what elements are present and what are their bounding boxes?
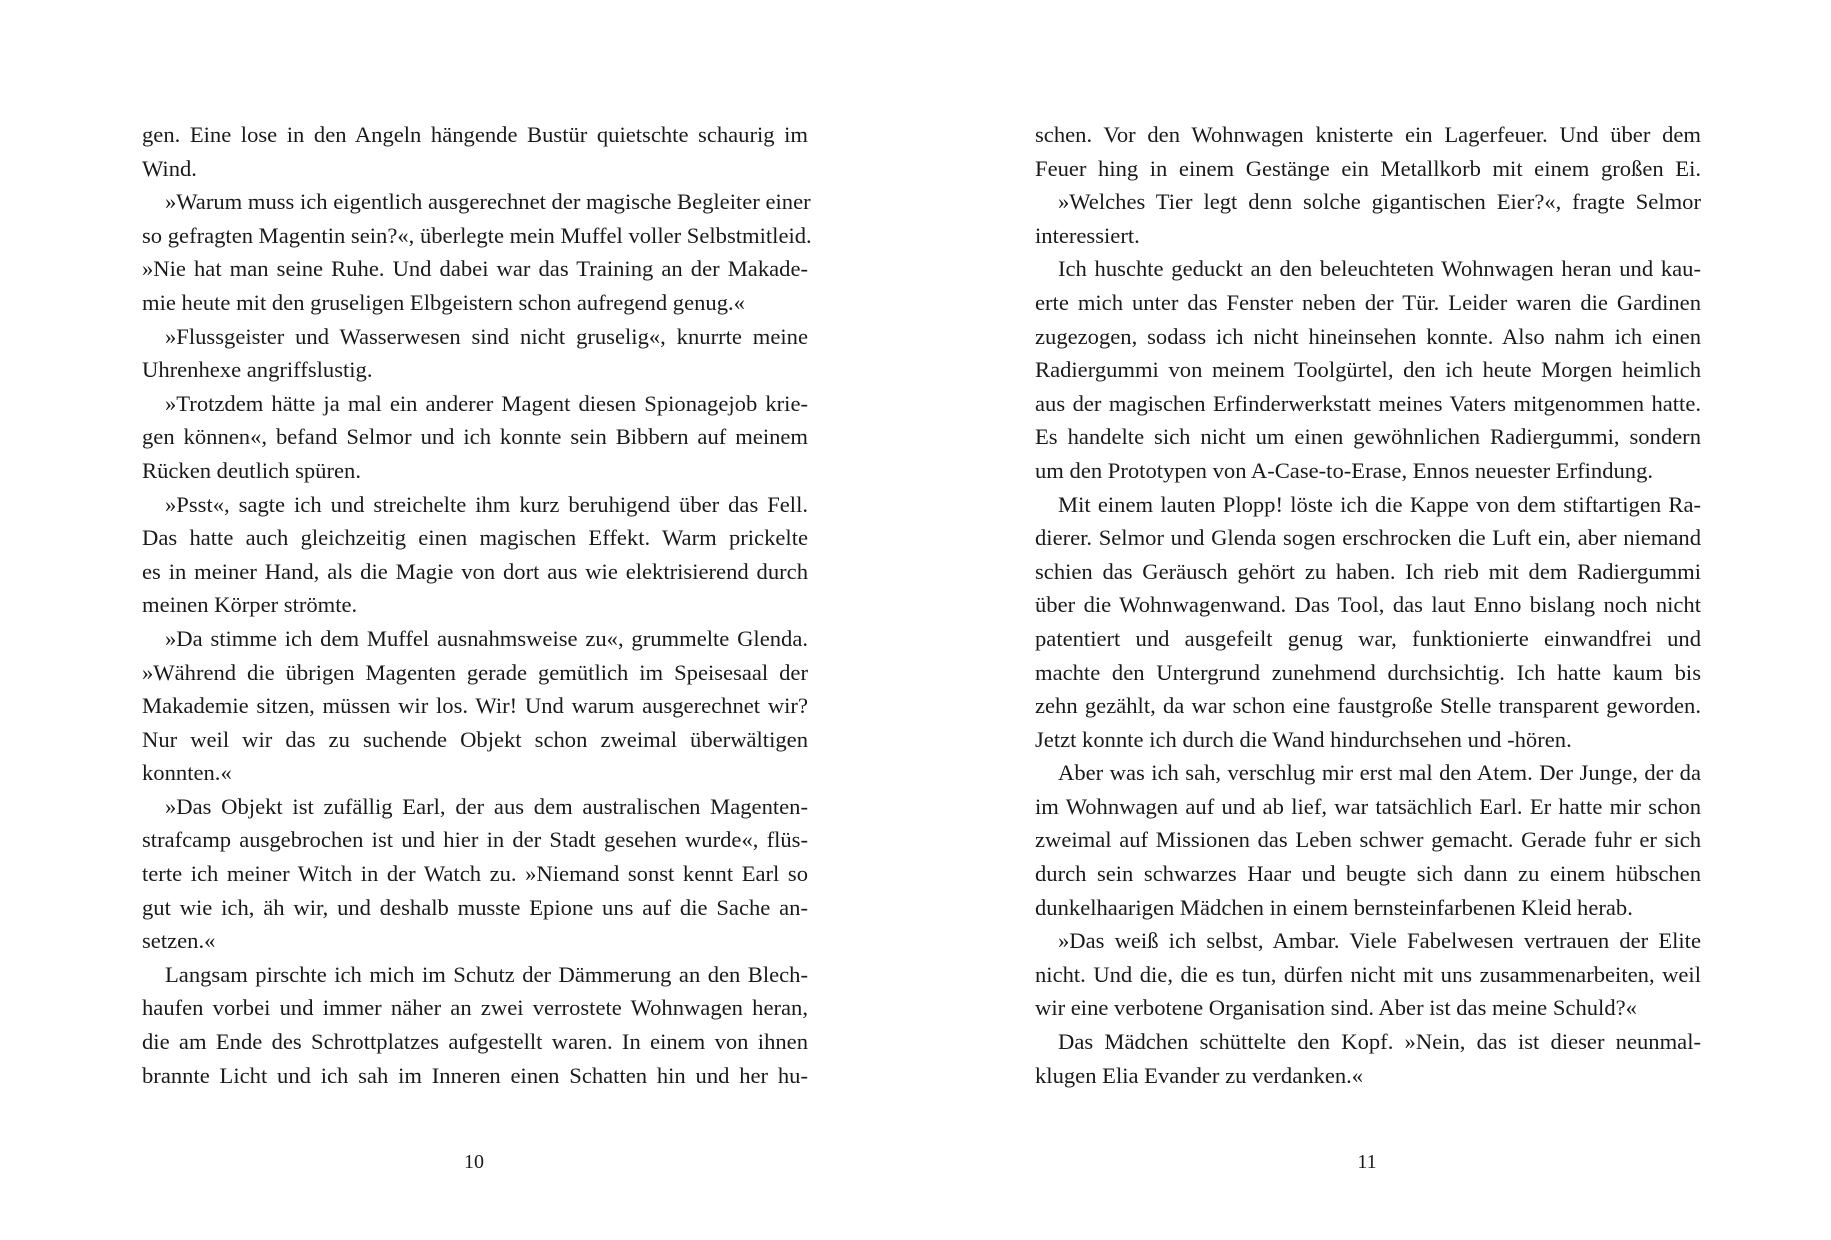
text-line: Uhrenhexe angriffslustig.: [142, 357, 373, 383]
text-line: Jetzt konnte ich durch die Wand hindurchsehen und -hören.: [1035, 726, 1572, 752]
text-line: »Das weiß ich selbst, Ambar. Viele Fabelwesen vertrauen der Elite: [1058, 928, 1701, 954]
right-page-text: [1035, 118, 1701, 1092]
text-line: dierer. Selmor und Glenda sogen erschrocken die Luft ein, aber niemand: [1035, 525, 1701, 551]
text-line: aus der magischen Erfinderwerkstatt meines Vaters mitgenommen hatte.: [1035, 390, 1701, 416]
text-line: brannte Licht und ich sah im Inneren einen Schatten hin und her hu-: [142, 1062, 808, 1088]
right-page: [915, 0, 1831, 1240]
left-page-text: [142, 118, 812, 1092]
text-line: durch sein schwarzes Haar und beugte sich dann zu einem hübschen: [1035, 861, 1701, 887]
text-line: »Nie hat man seine Ruhe. Und dabei war das Training an der Makade-: [142, 256, 808, 282]
text-line: »Warum muss ich eigentlich ausgerechnet der magische Begleiter einer: [165, 189, 811, 215]
text-line: interessiert.: [1035, 222, 1140, 248]
text-line: die am Ende des Schrottplatzes aufgestellt waren. In einem von ihnen: [142, 1029, 808, 1055]
text-line: erte mich unter das Fenster neben der Tür. Leider waren die Gardinen: [1035, 289, 1701, 315]
left-page-number: 10: [464, 1151, 484, 1173]
text-line: klugen Elia Evander zu verdanken.«: [1035, 1062, 1364, 1088]
text-line: Aber was ich sah, verschlug mir erst mal den Atem. Der Junge, der da: [1058, 760, 1701, 786]
text-line: »Das Objekt ist zufällig Earl, der aus dem australischen Magenten-: [165, 793, 808, 819]
text-line: haufen vorbei und immer näher an zwei verrostete Wohnwagen heran,: [142, 995, 808, 1021]
text-line: schien das Geräusch gehört zu haben. Ich rieb mit dem Radiergummi: [1035, 558, 1701, 584]
text-line: Wind.: [142, 155, 197, 181]
text-line: um den Prototypen von A-Case-to-Erase, Ennos neuester Erfindung.: [1035, 457, 1654, 483]
text-line: gen können«, befand Selmor und ich konnte sein Bibbern auf meinem: [142, 424, 808, 450]
text-line: Feuer hing in einem Gestänge ein Metallkorb mit einem großen Ei.: [1035, 155, 1701, 181]
text-line: terte ich meiner Witch in der Watch zu. »Niemand sonst kennt Earl so: [142, 861, 808, 887]
text-line: Das Mädchen schüttelte den Kopf. »Nein, das ist dieser neunmal-: [1058, 1029, 1701, 1055]
text-line: zehn gezählt, da war schon eine faustgroße Stelle transparent geworden.: [1035, 693, 1701, 719]
text-line: so gefragten Magentin sein?«, überlegte mein Muffel voller Selbstmitleid.: [142, 222, 812, 248]
text-line: gen. Eine lose in den Angeln hängende Bustür quietschte schaurig im: [142, 122, 808, 147]
text-line: Ich huschte geduckt an den beleuchteten Wohnwagen heran und kau-: [1058, 256, 1701, 282]
text-line: über die Wohnwagenwand. Das Tool, das laut Enno bislang noch nicht: [1035, 592, 1701, 618]
text-line: Radiergummi von meinem Toolgürtel, den ich heute Morgen heimlich: [1035, 357, 1701, 383]
text-line: »Da stimme ich dem Muffel ausnahmsweise zu«, grummelte Glenda.: [165, 625, 808, 651]
text-line: setzen.«: [142, 928, 216, 954]
text-line: »Trotzdem hätte ja mal ein anderer Magent diesen Spionagejob krie-: [165, 390, 808, 416]
right-page-number: 11: [1357, 1151, 1377, 1173]
text-line: strafcamp ausgebrochen ist und hier in der Stadt gesehen wurde«, flüs-: [142, 827, 808, 853]
text-line: meinen Körper strömte.: [142, 592, 358, 618]
text-line: wir eine verbotene Organisation sind. Aber ist das meine Schuld?«: [1035, 995, 1637, 1021]
text-line: Das hatte auch gleichzeitig einen magischen Effekt. Warm prickelte: [142, 525, 808, 551]
text-line: Es handelte sich nicht um einen gewöhnlichen Radiergummi, sondern: [1035, 424, 1701, 450]
text-line: »Während die übrigen Magenten gerade gemütlich im Speisesaal der: [142, 659, 808, 685]
text-line: schen. Vor den Wohnwagen knisterte ein Lagerfeuer. Und über dem: [1035, 122, 1701, 147]
text-line: machte den Untergrund zunehmend durchsichtig. Ich hatte kaum bis: [1035, 659, 1701, 685]
text-line: Makademie sitzen, müssen wir los. Wir! Und warum ausgerechnet wir?: [142, 693, 808, 719]
text-line: dunkelhaarigen Mädchen in einem bernsteinfarbenen Kleid herab.: [1035, 894, 1633, 920]
text-line: Langsam pirschte ich mich im Schutz der Dämmerung an den Blech-: [165, 961, 808, 987]
text-line: gut wie ich, äh wir, und deshalb musste Epione uns auf die Sache an-: [142, 894, 808, 920]
text-line: nicht. Und die, die es tun, dürfen nicht mit uns zusammenarbeiten, weil: [1035, 961, 1701, 987]
text-line: Rücken deutlich spüren.: [142, 457, 361, 483]
text-line: im Wohnwagen auf und ab lief, war tatsächlich Earl. Er hatte mir schon: [1035, 793, 1701, 819]
text-line: »Flussgeister und Wasserwesen sind nicht gruselig«, knurrte meine: [165, 323, 808, 349]
text-line: patentiert und ausgefeilt genug war, funktionierte einwandfrei und: [1035, 625, 1701, 651]
text-line: zugezogen, sodass ich nicht hineinsehen konnte. Also nahm ich einen: [1035, 323, 1701, 349]
text-line: Mit einem lauten Plopp! löste ich die Kappe von dem stiftartigen Ra-: [1058, 491, 1701, 517]
text-line: »Welches Tier legt denn solche gigantischen Eier?«, fragte Selmor: [1058, 189, 1701, 215]
text-line: zweimal auf Missionen das Leben schwer gemacht. Gerade fuhr er sich: [1035, 827, 1701, 853]
left-page: [0, 0, 915, 1240]
text-line: mie heute mit den gruseligen Elbgeistern schon aufregend genug.«: [142, 289, 745, 315]
text-line: Nur weil wir das zu suchende Objekt schon zweimal überwältigen: [142, 726, 808, 752]
text-line: konnten.«: [142, 760, 232, 786]
text-line: »Psst«, sagte ich und streichelte ihm kurz beruhigend über das Fell.: [165, 491, 808, 517]
text-line: es in meiner Hand, als die Magie von dort aus wie elektrisierend durch: [142, 558, 808, 584]
